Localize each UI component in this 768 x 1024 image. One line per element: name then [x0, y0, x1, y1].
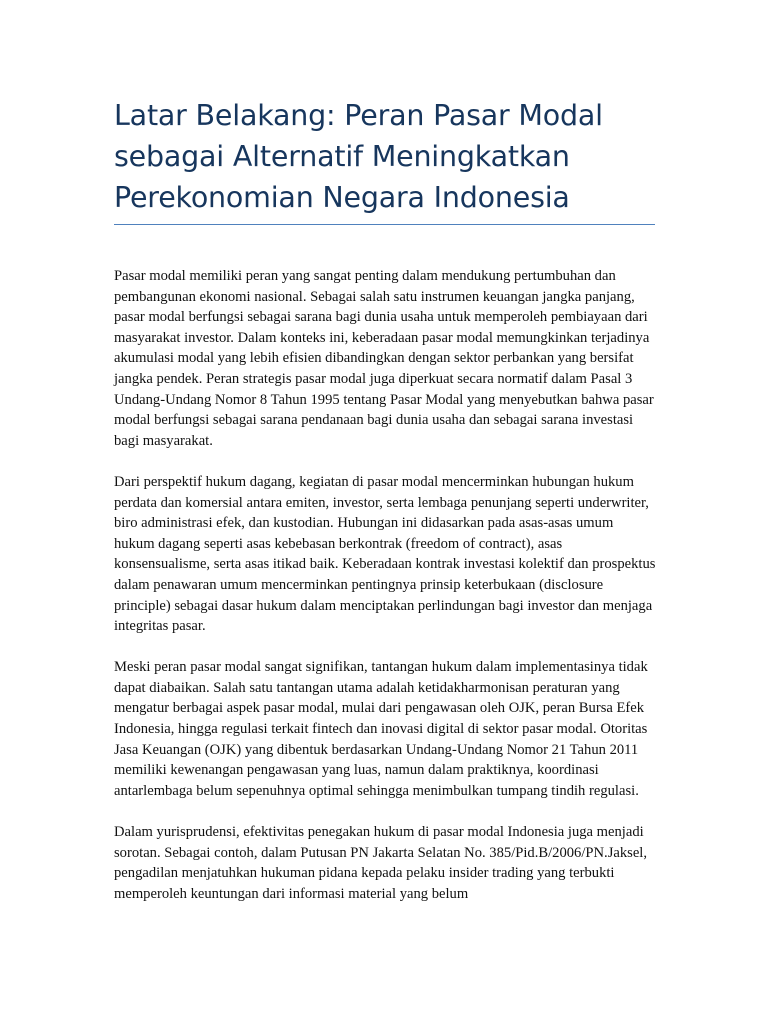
document-title: Latar Belakang: Peran Pasar Modal sebagai Alternatif Meningkatkan Perekonomian Negara Indonesia	[114, 99, 603, 214]
document-page	[114, 0, 656, 925]
paragraph-4: Dalam yurisprudensi, efektivitas penegakan hukum di pasar modal Indonesia juga menjadi sorotan. Sebagai contoh, dalam Putusan PN Jakarta Selatan No. 385/Pid.B/2006/PN.Jaksel, pengadilan menjatuhkan hukuman pidana kepada pelaku insider trading yang terbukti memperoleh keuntungan dari informasi material yang belum	[114, 824, 648, 902]
title-divider	[114, 224, 655, 225]
document-body	[114, 266, 656, 904]
paragraph-1: Pasar modal memiliki peran yang sangat penting dalam mendukung pertumbuhan dan pembangunan ekonomi nasional. Sebagai salah satu instrumen keuangan jangka panjang, pasar modal berfungsi sebagai sarana bagi dunia usaha untuk memperoleh pembiayaan dari masyarakat investor. Dalam konteks ini, keberadaan pasar modal memungkinkan terjadinya akumulasi modal yang lebih efisien dibandingkan dengan sektor perbankan yang bersifat jangka pendek. Peran strategis pasar modal juga diperkuat secara normatif dalam Pasal 3 Undang-Undang Nomor 8 Tahun 1995 tentang Pasar Modal yang menyebutkan bahwa pasar modal berfungsi sebagai sarana pendanaan bagi dunia usaha dan sebagai sarana investasi bagi masyarakat.	[114, 268, 654, 449]
paragraph-3: Meski peran pasar modal sangat signifikan, tantangan hukum dalam implementasinya tidak dapat diabaikan. Salah satu tantangan utama adalah ketidakharmonisan peraturan yang mengatur berbagai aspek pasar modal, mulai dari pengawasan oleh OJK, peran Bursa Efek Indonesia, hingga regulasi terkait fintech dan inovasi digital di sektor pasar modal. Otoritas Jasa Keuangan (OJK) yang dibentuk berdasarkan Undang-Undang Nomor 21 Tahun 2011 memiliki kewenangan pengawasan yang luas, namun dalam praktiknya, koordinasi antarlembaga belum sepenuhnya optimal sehingga menimbulkan tumpang tindih regulasi.	[114, 659, 648, 799]
paragraph-2: Dari perspektif hukum dagang, kegiatan di pasar modal mencerminkan hubungan hukum perdata dan komersial antara emiten, investor, serta lembaga penunjang seperti underwriter, biro administrasi efek, dan kustodian. Hubungan ini didasarkan pada asas-asas umum hukum dagang seperti asas kebebasan berkontrak (freedom of contract), asas konsensualisme, serta asas itikad baik. Keberadaan kontrak investasi kolektif dan prospektus dalam penawaran umum mencerminkan pentingnya prinsip keterbukaan (disclosure principle) sebagai dasar hukum dalam menciptakan perlindungan bagi investor dan menjaga integritas pasar.	[114, 473, 656, 635]
